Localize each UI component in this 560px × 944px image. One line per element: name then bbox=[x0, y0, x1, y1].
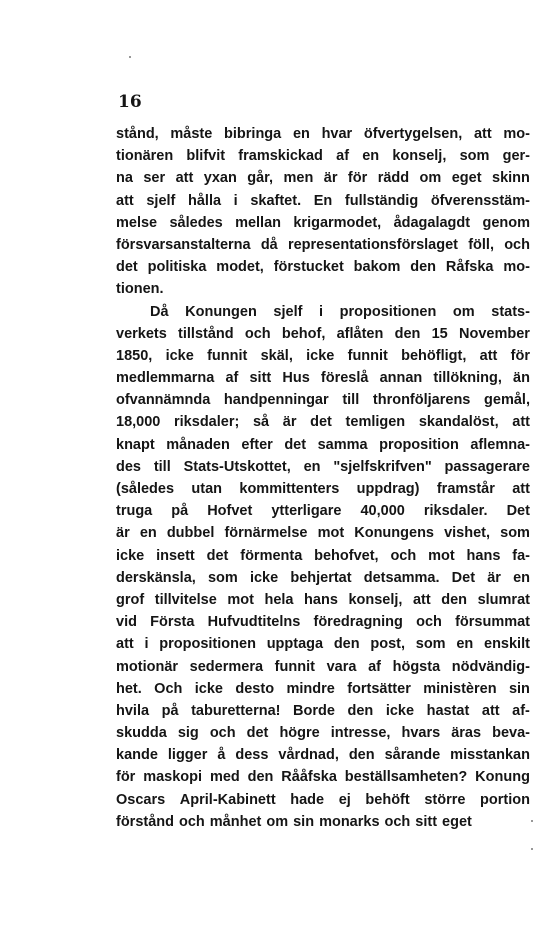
text-line: na ser att yxan går, men är för rädd om eget skinn bbox=[116, 170, 530, 187]
text-line: tionen. bbox=[116, 281, 164, 298]
text-line: skudda sig och det högre intresse, hvars äras beva- bbox=[116, 725, 530, 742]
text-line: tionären blifvit framskickad af en konselj, som ger- bbox=[116, 148, 530, 165]
paper-speck bbox=[531, 848, 533, 850]
text-line: är en dubbel förnärmelse mot Konungens vishet, som bbox=[116, 525, 530, 542]
text-line: det politiska modet, förstucket bakom den Råfska mo- bbox=[116, 259, 530, 276]
text-line: medlemmarna af sitt Hus föreslå annan tillökning, än bbox=[116, 370, 530, 387]
text-line: des till Stats-Utskottet, en "sjelfskrifven" passagerare bbox=[116, 458, 530, 475]
text-line: motionär sedermera funnit vara af högsta nödvändig- bbox=[116, 658, 530, 675]
text-line: stånd, måste bibringa en hvar öfvertygelsen, att mo- bbox=[116, 126, 530, 142]
body-text bbox=[116, 123, 530, 833]
text-line: att i propositionen upptaga den post, som en enskilt bbox=[116, 636, 530, 653]
text-line: hvila på taburetterna! Borde den icke hastat att af- bbox=[116, 702, 530, 719]
paper-speck bbox=[129, 56, 131, 58]
text-line: förstånd och månhet om sin monarks och sitt eget bbox=[116, 813, 472, 830]
text-line: Oscars April-Kabinett hade ej behöft större portion bbox=[116, 791, 530, 808]
page-number: 16 bbox=[118, 92, 142, 112]
text-line: derskänsla, som icke behjertat detsamma. Det är en bbox=[116, 569, 530, 586]
text-line: grof tillvitelse mot hela hans konselj, att den slumrat bbox=[116, 591, 530, 608]
paper-speck bbox=[531, 820, 533, 822]
text-line: 18,000 riksdaler; så är det temligen skandalöst, att bbox=[116, 414, 530, 431]
text-line: het. Och icke desto mindre fortsätter ministèren sin bbox=[116, 680, 530, 697]
text-line: knapt månaden efter det samma proposition aflemna- bbox=[116, 436, 530, 453]
text-line: försvarsanstalterna då representationsförslaget föll, och bbox=[116, 236, 530, 253]
text-line: verkets tillstånd och behof, aflåten den 15 November bbox=[116, 325, 530, 342]
text-line: icke insett det förmenta behofvet, och mot hans fa- bbox=[116, 547, 530, 564]
text-line: vid Första Hufvudtitelns föredragning och försummat bbox=[116, 614, 530, 631]
text-line: (således utan kommittenters uppdrag) framstår att bbox=[116, 481, 530, 497]
text-line: melse således mellan krigarmodet, ådagalagdt genom bbox=[116, 214, 530, 231]
text-line: att sjelf hålla i skaftet. En fullständig öfverensstäm- bbox=[116, 192, 530, 209]
text-line: Då Konungen sjelf i propositionen om stats- bbox=[150, 303, 530, 320]
text-line: kande ligger å dess vårdnad, den sårande misstankan bbox=[116, 747, 530, 764]
text-line: för maskopi med den Rååfska beställsamheten? Konung bbox=[116, 769, 530, 786]
text-line: truga på Hofvet ytterligare 40,000 riksdaler. Det bbox=[116, 503, 530, 520]
text-line: 1850, icke funnit skäl, icke funnit behöfligt, att för bbox=[116, 347, 530, 364]
text-line: ofvannämnda handpenningar till thronföljarens gemål, bbox=[116, 392, 530, 409]
